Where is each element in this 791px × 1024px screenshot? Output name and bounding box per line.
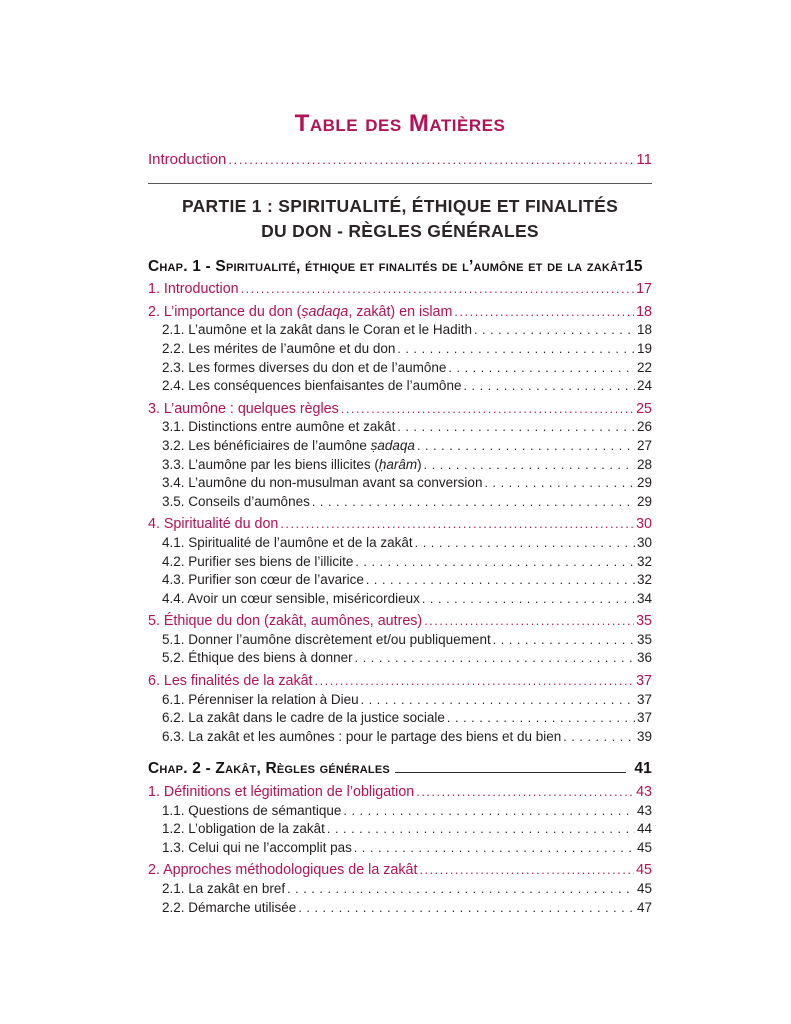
toc-entry-sub: [148, 649, 652, 668]
entry-label-italic: ḥarâm: [378, 456, 418, 472]
entry-label: [148, 400, 339, 419]
entry-label: [148, 672, 313, 691]
leader-dots: [422, 590, 635, 609]
entry-label: [162, 728, 561, 747]
leader-dots: [424, 612, 634, 631]
entry-label: [162, 553, 353, 572]
entry-label-text: 4.2. Purifier ses biens de l’illicite: [162, 553, 354, 569]
entry-page: 30: [636, 516, 652, 533]
entry-label-text: Chap. 2 - Zakât, Règles générales: [148, 760, 390, 778]
toc-entry-sub: [148, 631, 652, 650]
entry-page: 27: [636, 437, 652, 453]
toc-entry-main: [148, 672, 652, 691]
leader-dots: [354, 839, 635, 858]
entry-page: 29: [636, 475, 652, 491]
entry-page: 15: [625, 257, 643, 275]
entry-label-text: 2.1. L’aumône et la zakât dans le Coran et le Hadith: [162, 322, 472, 338]
entry-label-text: , zakât) en islam: [348, 303, 453, 320]
entry-label: [148, 783, 414, 802]
entry-page: 19: [636, 340, 652, 356]
entry-label-text: 6.2. La zakât dans le cadre de la justice sociale: [162, 710, 445, 726]
entry-page: 32: [636, 553, 652, 569]
entry-label-text: 2.2. Les mérites de l’aumône et du don: [162, 340, 396, 356]
leader-dots: [424, 456, 635, 475]
entry-label-text: 6.3. La zakât et les aumônes : pour le partage des biens et du bien: [162, 728, 562, 744]
leader-dots: [447, 709, 635, 728]
entry-label-text: 3.4. L’aumône du non-musulman avant sa conversion: [162, 475, 483, 491]
toc-entry-sub: [148, 456, 652, 475]
leader-dots: [416, 783, 634, 802]
entry-label-text: 6.1. Pérenniser la relation à Dieu: [162, 691, 359, 707]
entry-label-text: 1. Définitions et légitimation de l’obligation: [148, 784, 415, 801]
entry-label-italic: ṣadaqa: [301, 303, 349, 320]
toc-entry-sub: [148, 321, 652, 340]
leader-dots: [563, 728, 635, 747]
entry-page: 44: [636, 821, 652, 837]
entry-page: 17: [636, 281, 652, 298]
entry-label-text: 2. L’importance du don (: [148, 303, 302, 320]
part-heading-line2: DU DON - RÈGLES GÉNÉRALES: [261, 220, 539, 241]
entry-label-text: 2.1. La zakât en bref: [162, 881, 286, 896]
leader-dots: [298, 899, 635, 918]
toc-entry-sub: [148, 474, 652, 493]
entry-label-text: 4. Spiritualité du don: [148, 516, 279, 533]
toc-entry-introduction: [148, 151, 652, 170]
leader-dots: [228, 151, 634, 170]
entry-label-text: 3. L’aumône : quelques règles: [148, 400, 339, 417]
entry-label-text: 4.1. Spiritualité de l’aumône et de la zakât: [162, 534, 413, 550]
entry-label: [162, 631, 491, 650]
entry-label: [148, 760, 390, 779]
entry-label: [162, 377, 461, 396]
entry-label-text: 3.3. L’aumône par les biens illicites (: [162, 456, 379, 472]
entry-label: [162, 340, 395, 359]
part-heading-line1: PARTIE 1 : SPIRITUALITÉ, ÉTHIQUE ET FINALITÉS: [181, 195, 619, 216]
entry-label-text: 6. Les finalités de la zakât: [148, 673, 313, 690]
toc-entry-main: [148, 515, 652, 534]
entry-label: [148, 258, 625, 277]
leader-dots: [417, 437, 635, 456]
entry-page: 45: [636, 839, 652, 855]
toc-entry-sub: [148, 820, 652, 839]
entry-page: 32: [636, 572, 652, 588]
entry-page: 43: [636, 802, 652, 818]
leader-dots: [493, 631, 635, 650]
entry-page: 30: [636, 534, 652, 550]
section-divider: [148, 183, 652, 184]
toc-entry-sub: [148, 534, 652, 553]
entry-label-text: 5.2. Éthique des biens à donner: [162, 650, 353, 666]
entry-label-text: 3.1. Distinctions entre aumône et zakât: [162, 419, 396, 435]
leader-dots: [280, 515, 634, 534]
toc-entry-sub: [148, 709, 652, 728]
entry-page: 45: [636, 881, 652, 896]
leader-dots: [448, 359, 635, 378]
entry-label: [162, 709, 445, 728]
entry-label: [162, 839, 352, 858]
entry-label: [148, 303, 452, 322]
toc-entry-sub: [148, 839, 652, 858]
entry-label-text: 3.2. Les bénéficiaires de l’aumône: [162, 437, 371, 453]
entry-label-text: 1. Introduction: [148, 281, 239, 298]
entry-label: [162, 880, 285, 899]
leader-dots: [397, 340, 635, 359]
entry-page: 28: [636, 456, 652, 472]
toc-content: [148, 110, 652, 917]
entry-label: [162, 802, 341, 821]
entry-label: [148, 612, 422, 631]
entry-page: 24: [636, 378, 652, 394]
toc-entry-sub: [148, 493, 652, 512]
toc-entry-sub: [148, 571, 652, 590]
leader-line: [395, 772, 626, 773]
leader-dots: [474, 321, 635, 340]
toc-entry-main: [148, 612, 652, 631]
entry-label: [162, 321, 472, 340]
toc-entry-chapter: [148, 258, 652, 277]
leader-dots: [419, 861, 634, 880]
toc-entry-sub: [148, 340, 652, 359]
entry-page: 34: [636, 590, 652, 606]
entry-label: [162, 649, 353, 668]
entry-page: 29: [636, 493, 652, 509]
toc-entry-sub: [148, 691, 652, 710]
leader-dots: [415, 534, 635, 553]
entry-label: [162, 899, 296, 918]
leader-dots: [327, 820, 635, 839]
page-title: Table des Matières: [294, 110, 506, 137]
leader-dots: [343, 802, 635, 821]
toc-entry-sub: [148, 728, 652, 747]
entry-label-text: 5. Éthique du don (zakât, aumônes, autres): [148, 613, 423, 630]
entry-label: [148, 515, 278, 534]
entry-page: 22: [636, 359, 652, 375]
entry-page: 11: [636, 151, 652, 168]
part-heading: [148, 194, 652, 244]
toc-list: [148, 258, 652, 918]
leader-dots: [355, 553, 635, 572]
entry-label: [162, 691, 359, 710]
entry-page: 25: [636, 400, 652, 417]
entry-label: [162, 493, 310, 512]
entry-label: [162, 456, 422, 475]
entry-label: [148, 861, 417, 880]
toc-entry-main: [148, 280, 652, 299]
entry-page: 37: [636, 691, 652, 707]
toc-entry-main: [148, 400, 652, 419]
entry-label: [162, 820, 325, 839]
entry-label-text: 2. Approches méthodologiques de la zakât: [148, 862, 418, 879]
entry-page: 43: [636, 784, 652, 801]
entry-label: [162, 418, 395, 437]
leader-dots: [463, 377, 635, 396]
toc-entry-sub: [148, 880, 652, 899]
entry-label: [148, 280, 239, 299]
toc-entry-main: [148, 861, 652, 880]
entry-label-text: 4.3. Purifier son cœur de l’avarice: [162, 572, 364, 588]
entry-label-text: 5.1. Donner l’aumône discrètement et/ou publiquement: [162, 631, 491, 647]
leader-dots: [484, 474, 635, 493]
entry-label-text: 2.3. Les formes diverses du don et de l’aumône: [162, 359, 447, 375]
entry-label-text: ): [417, 456, 422, 472]
entry-label: [162, 359, 446, 378]
toc-entry-sub: [148, 553, 652, 572]
toc-entry-sub: [148, 802, 652, 821]
entry-page: 47: [636, 899, 652, 915]
entry-label-italic: ṣadaqa: [370, 437, 415, 453]
entry-page: 37: [636, 710, 652, 726]
entry-page: 37: [636, 673, 652, 690]
entry-page: 36: [636, 650, 652, 666]
entry-label-text: 1.3. Celui qui ne l’accomplit pas: [162, 839, 352, 855]
entry-label-text: 2.2. Démarche utilisée: [162, 899, 297, 915]
toc-entry-chapter: [148, 760, 652, 779]
leader-dots: [341, 400, 634, 419]
entry-label: Introduction: [148, 151, 227, 168]
entry-label: [162, 571, 364, 590]
leader-dots: [366, 571, 635, 590]
entry-label-text: Chap. 1 - Spiritualité, éthique et finalités de l’aumône et de la zakât: [148, 257, 626, 275]
entry-page: 35: [636, 631, 652, 647]
leader-dots: [241, 280, 634, 299]
entry-page: 18: [636, 322, 652, 338]
entry-label-text: 4.4. Avoir un cœur sensible, miséricordieux: [162, 590, 420, 606]
entry-page: 35: [636, 613, 652, 630]
entry-label-text: 1.1. Questions de sémantique: [162, 802, 342, 818]
entry-label-text: 2.4. Les conséquences bienfaisantes de l’aumône: [162, 378, 462, 394]
toc-entry-sub: [148, 590, 652, 609]
entry-label: [162, 474, 482, 493]
entry-label: [162, 437, 415, 456]
leader-dots: [315, 672, 635, 691]
leader-dots: [361, 691, 635, 710]
entry-page: 45: [636, 862, 652, 879]
leader-dots: [454, 303, 634, 322]
entry-page: 26: [636, 419, 652, 435]
leader-dots: [355, 649, 635, 668]
toc-entry-main: [148, 783, 652, 802]
leader-dots: [312, 493, 635, 512]
toc-entry-sub: [148, 437, 652, 456]
toc-entry-sub: [148, 377, 652, 396]
leader-dots: [397, 418, 635, 437]
toc-entry-sub: [148, 899, 652, 918]
toc-entry-sub: [148, 418, 652, 437]
toc-entry-main: [148, 303, 652, 322]
entry-label-text: 3.5. Conseils d’aumônes: [162, 493, 310, 509]
entry-label-text: 1.2. L’obligation de la zakât: [162, 821, 325, 837]
toc-entry-sub: [148, 359, 652, 378]
entry-label: [162, 590, 420, 609]
entry-page: 41: [634, 760, 652, 778]
entry-label: [162, 534, 413, 553]
entry-page: 39: [636, 728, 652, 744]
leader-dots: [287, 880, 635, 899]
entry-page: 18: [636, 303, 652, 320]
